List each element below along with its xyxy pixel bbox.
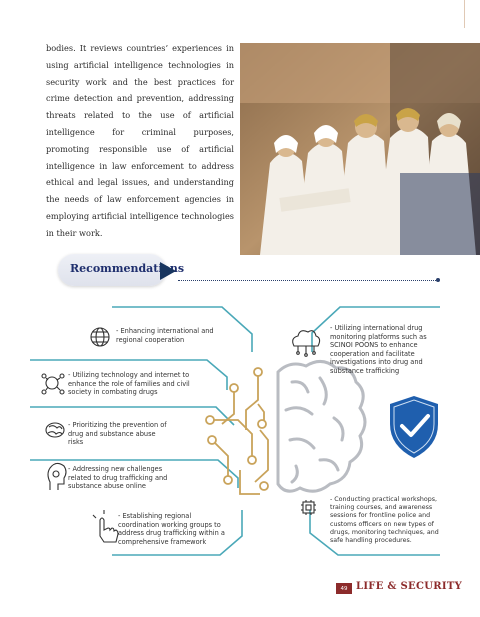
page-number: 49 <box>336 583 352 594</box>
brain-outline <box>278 361 365 491</box>
ai-network-icon <box>42 374 64 394</box>
rec-item-prevention: - Prioritizing the prevention of drug and substance abuse risks <box>68 421 167 447</box>
brand-wordmark: LIFE & SECURITY <box>356 581 463 592</box>
rec-item-online-challenges: - Addressing new challenges related to drug trafficking and substance abuse online <box>68 465 168 491</box>
cloud-network-icon <box>293 331 320 357</box>
ai-head-icon <box>48 463 66 490</box>
shield-check-icon <box>390 396 438 458</box>
rec-item-families: - Utilizing technology and internet to enhance the role of families and civil society in combating drugs <box>68 371 190 397</box>
rec-item-workshops: - Conducting practical workshops, training courses, and awareness sessions for frontline police and customs officers on new types of drugs, monitoring techniques, and safe handling procedures. <box>330 496 439 545</box>
hand-click-icon <box>93 510 118 542</box>
rec-item-working-groups: - Establishing regional coordination working groups to address drug trafficking within a comprehensive framework <box>118 512 225 546</box>
intro-paragraph: bodies. It reviews countries’ experiences in using artificial intelligence technologies in security work and the best practices for crime detection and prevention, addressing threats related to the use of artificial intelligence for criminal purposes, promoting responsible use of artificial intelligence in law enforcement to address ethical and legal issues, and understanding the needs of law enforcement agencies in employing artificial intelligence technologies in their work. <box>46 43 234 238</box>
rec-item-monitoring-platforms: - Utilizing international drug monitoring platforms such as SCINOI POONS to enhance cooperation and facilitate investigations into drug and substance trafficking <box>330 324 427 375</box>
section-title: Recommendations <box>70 262 185 275</box>
circuit-lines <box>212 376 268 494</box>
globe-network-icon <box>91 328 109 346</box>
rec-item-cooperation: - Enhancing international and regional cooperation <box>116 327 214 344</box>
chip-icon <box>301 500 316 515</box>
brain-icon <box>46 423 64 437</box>
